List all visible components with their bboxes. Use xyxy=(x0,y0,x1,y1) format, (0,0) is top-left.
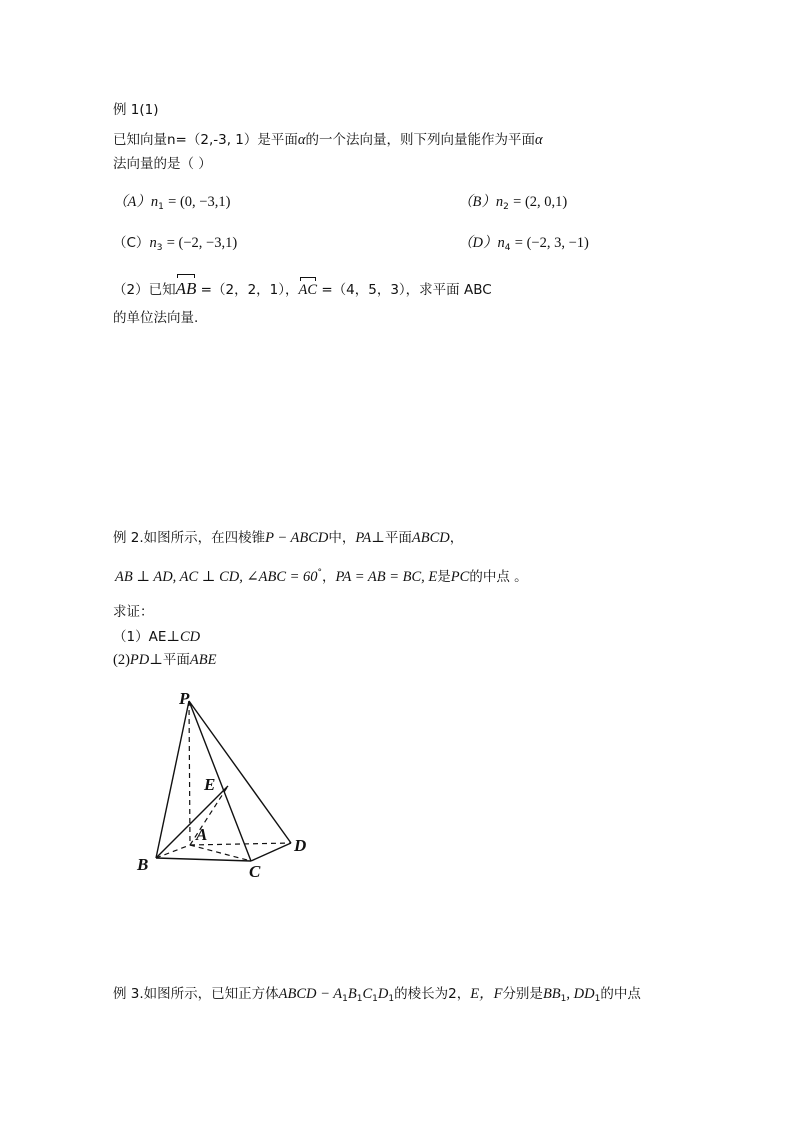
label-e: E xyxy=(204,775,216,794)
option-label: （B） xyxy=(458,194,496,210)
segment-dd1: DD xyxy=(573,986,595,1002)
edge-ac xyxy=(190,845,251,861)
subscript: 1 xyxy=(594,994,601,1004)
subscript: 1 xyxy=(372,994,378,1004)
option-value: = (2, 0,1) xyxy=(513,194,568,210)
edge-cd xyxy=(251,843,291,861)
example-1-part2-line1 xyxy=(113,278,492,299)
segment-bb1: BB xyxy=(542,986,561,1002)
option-label: （C） xyxy=(113,235,150,251)
option-value: = (−2, 3, −1) xyxy=(514,235,589,251)
prove-item-1 xyxy=(113,625,200,646)
subscript: 1 xyxy=(356,994,363,1004)
subscript: 1 xyxy=(388,994,395,1004)
vertex: D xyxy=(377,986,389,1002)
pyramid-figure xyxy=(120,680,330,885)
tail-text: 的中点 xyxy=(600,986,641,1002)
comma: , xyxy=(566,986,574,1002)
label-p: P xyxy=(179,689,190,708)
perp-symbol: ⊥ xyxy=(371,530,385,546)
example-2-title xyxy=(113,526,463,547)
option-sub: 1 xyxy=(158,202,164,212)
vertex: B xyxy=(347,986,357,1002)
example-3-title xyxy=(113,982,641,1004)
vector-ab-value: =（2，2，1）， xyxy=(200,282,299,298)
option-b xyxy=(458,190,567,212)
text: 中， xyxy=(328,530,356,546)
prove-item-2 xyxy=(113,648,216,669)
option-c xyxy=(113,231,237,253)
example-1-part2-line2: 的单位法向量. xyxy=(113,310,199,326)
vector-ab: AB xyxy=(175,279,197,298)
text: 平面 xyxy=(384,530,412,546)
text: 的中点 。 xyxy=(469,569,528,585)
degree-symbol: ° xyxy=(317,568,323,578)
item-label: （1）AE xyxy=(113,629,167,645)
edge-ba xyxy=(156,845,190,858)
part2-prefix: （2）已知 xyxy=(113,282,176,298)
segment-pd: PD xyxy=(129,652,150,668)
option-var: n xyxy=(495,194,504,210)
vertex: C xyxy=(362,986,373,1002)
option-var: n xyxy=(150,194,159,210)
condition-equal: PA = AB = BC, E xyxy=(335,569,438,585)
text: 是 xyxy=(437,569,451,585)
stem-text-a: 已知向量n=（2,-3, 1）是平面 xyxy=(113,132,298,148)
perp-symbol: ⊥ xyxy=(149,652,163,668)
condition-list: AB ⊥ AD, AC ⊥ CD, ∠ABC = 60 xyxy=(115,569,318,585)
option-label: （A） xyxy=(113,194,151,210)
segment-be xyxy=(156,786,228,858)
title-text: 例 2.如图所示，在四棱锥 xyxy=(113,530,266,546)
example-1-stem-line1 xyxy=(113,128,543,149)
text: 分别是 xyxy=(502,986,543,1002)
pyramid-name: P − ABCD xyxy=(265,530,329,546)
edge-pb xyxy=(156,701,189,858)
points-ef: E，F xyxy=(470,986,503,1002)
example-1-title: 例 1(1) xyxy=(113,102,159,118)
segment-cd: CD xyxy=(180,629,201,645)
label-a: A xyxy=(196,825,208,844)
label-c: C xyxy=(249,862,261,881)
option-sub: 4 xyxy=(504,243,511,253)
subscript: 1 xyxy=(342,994,348,1004)
segment-pc: PC xyxy=(450,569,470,585)
text: 平面 xyxy=(162,652,190,668)
option-value: = (0, −3,1) xyxy=(168,194,231,210)
stem-text-b: 的一个法向量，则下列向量能作为平面 xyxy=(305,132,536,148)
title-text: 例 3.如图所示，已知正方体 xyxy=(113,986,279,1002)
item-label: (2) xyxy=(113,652,130,668)
label-b: B xyxy=(137,855,149,874)
example-2-conditions xyxy=(115,565,528,586)
option-var: n xyxy=(149,235,157,251)
plane-abcd: ABCD xyxy=(411,530,450,546)
cube-name: ABCD − A xyxy=(278,986,343,1002)
option-sub: 3 xyxy=(156,243,163,253)
option-d xyxy=(458,231,589,253)
alpha-symbol: α xyxy=(535,132,543,148)
label-d: D xyxy=(294,836,307,855)
plane-abe: ABE xyxy=(189,652,217,668)
option-sub: 2 xyxy=(503,202,509,212)
option-label: （D） xyxy=(458,235,498,251)
prove-label: 求证： xyxy=(113,604,154,620)
text: ， xyxy=(449,530,464,546)
option-var: n xyxy=(497,235,505,251)
vector-ac-value: =（4，5，3），求平面 ABC xyxy=(321,282,492,298)
option-value: = (−2, −3,1) xyxy=(166,235,238,251)
segment-pa: PA xyxy=(355,530,372,546)
text: ， xyxy=(322,569,336,585)
edge-bc xyxy=(156,858,251,861)
perp-symbol: ⊥ xyxy=(166,629,180,645)
option-a xyxy=(113,190,230,212)
edge-text: 的棱长为2， xyxy=(394,986,471,1002)
alpha-symbol: α xyxy=(297,132,306,148)
vector-ac: AC xyxy=(298,282,318,298)
subscript: 1 xyxy=(560,994,567,1004)
example-1-stem-line2: 法向量的是（ ） xyxy=(113,156,212,172)
